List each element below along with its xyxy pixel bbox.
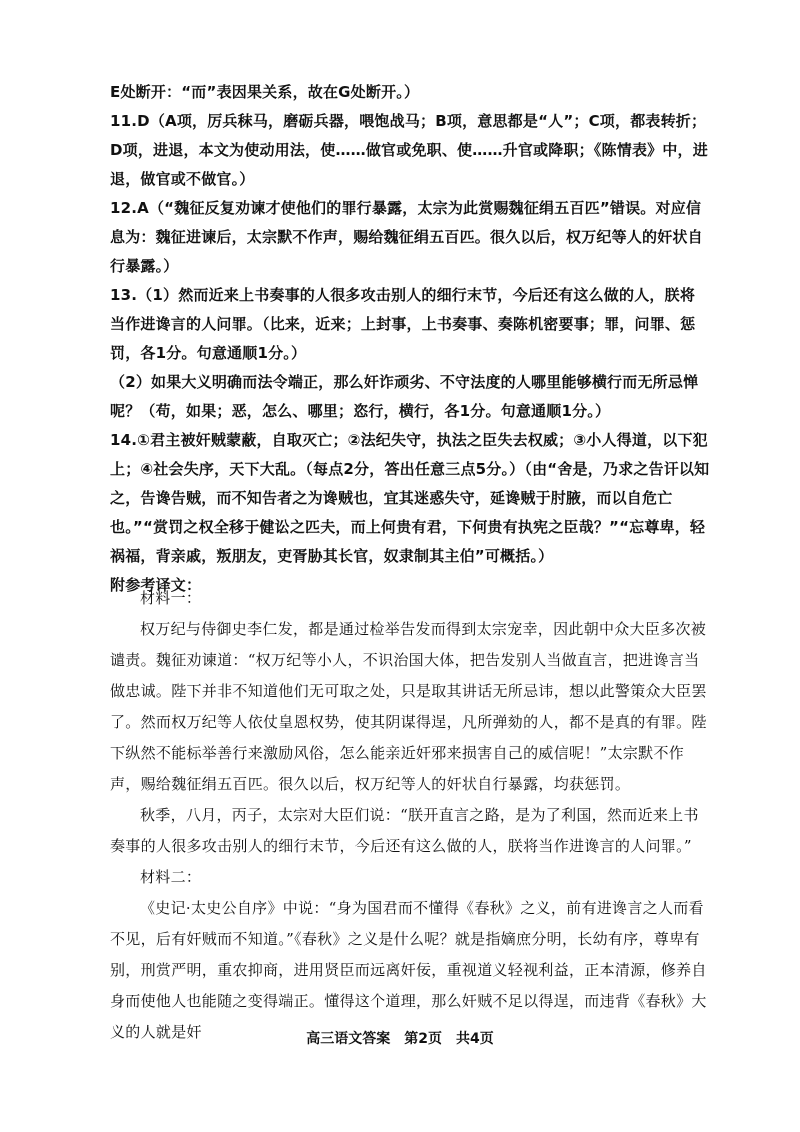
- answer-q14: 14.①君主被奸贼蒙蔽，自取灭亡；②法纪失守，执法之臣失去权威；③小人得道，以下犯上；④社会失序，天下大乱。（每点2分，答出任意三点5分。）（由“舍是，乃求之告讦以知之，告谗告贼，而不知告者之为谗贼也，宜其迷惑失守，延谗贼于肘腋，而以自危亡也。”“赏罚之权全移于健讼之匹夫，而上何贵有君，下何贵有执宪之臣哉？”“忘尊卑，轻祸福，背亲戚，叛朋友，吏胥胁其长官，奴隶制其主伯”可概括。）: [110, 431, 710, 565]
- answer-q13-part1: 13.（1）然而近来上书奏事的人很多攻击别人的细行末节，今后还有这么做的人，朕将当作进谗言的人问罪。（比来，近来；上封事，上书奏事、奏陈机密要事；罪，问罪、惩罚，各1分。句意通顺1分。）: [110, 286, 696, 362]
- answer-q13-part2: （2）如果大义明确而法令端正，那么奸诈顽劣、不守法度的人哪里能够横行而无所忌惮呢？（苟，如果；恶，怎么、哪里；恣行，横行，各1分。句意通顺1分。）: [110, 373, 699, 420]
- page-footer: 高三语文答案 第2页 共4页: [306, 1031, 494, 1047]
- material-one-paragraph-2: 秋季，八月，丙子，太宗对大臣们说：“朕开直言之路，是为了利国，然而近来上书奏事的人很多攻击别人的细行末节，今后还有这么做的人，朕将当作进谗言的人问罪。”: [110, 806, 699, 855]
- material-one-title: 材料一：: [140, 589, 202, 607]
- answer-line-e: E处断开：“而”表因果关系，故在G处断开。）: [110, 83, 420, 101]
- reference-translation-section: [110, 583, 710, 1048]
- translation-heading: 附参考译文：: [110, 576, 202, 594]
- material-one-paragraph-1: 权万纪与侍御史李仁发，都是通过检举告发而得到太宗宠幸，因此朝中众大臣多次被谴责。魏征劝谏道：“权万纪等小人，不识治国大体，把告发别人当做直言，把进谗言当做忠诚。陛下并非不知道他们无可取之处，只是取其讲话无所忌讳，想以此警策众大臣罢了。然而权万纪等人依仗皇恩权势，使其阴谋得逞，凡所弹劾的人，都不是真的有罪。陛下纵然不能标举善行来激励风俗，怎么能亲近奸邪来损害自己的威信呢！”太宗默不作声，赐给魏征绢五百匹。很久以后，权万纪等人的奸状自行暴露，均获惩罚。: [110, 620, 707, 793]
- answer-key-section: [110, 78, 710, 600]
- material-two-paragraph-1: 《史记·太史公自序》中说：“身为国君而不懂得《春秋》之义，前有进谗言之人而看不见，后有奸贼而不知道。”《春秋》之义是什么呢？就是指嫡庶分明，长幼有序，尊卑有别，刑赏严明，重农抑商，进用贤臣而远离奸佞，重视道义轻视利益，正本清源，修养自身而使他人也能随之变得端正。懂得这个道理，那么奸贼不足以得逞，而违背《春秋》大义的人就是奸: [110, 899, 707, 1041]
- answer-q11: 11.D（A项，厉兵秣马，磨砺兵器，喂饱战马；B项，意思都是“人”；C项，都表转折；D项，进退，本文为使动用法，使……做官或免职、使……升官或降职；《陈情表》中，进退，做官或不做官。）: [110, 112, 708, 188]
- material-two-title: 材料二：: [140, 868, 202, 886]
- answer-q12: 12.A（“魏征反复劝谏才使他们的罪行暴露，太宗为此赏赐魏征绢五百匹”错误。对应信息为：魏征进谏后，太宗默不作声，赐给魏征绢五百匹。很久以后，权万纪等人的奸状自行暴露。）: [110, 199, 703, 275]
